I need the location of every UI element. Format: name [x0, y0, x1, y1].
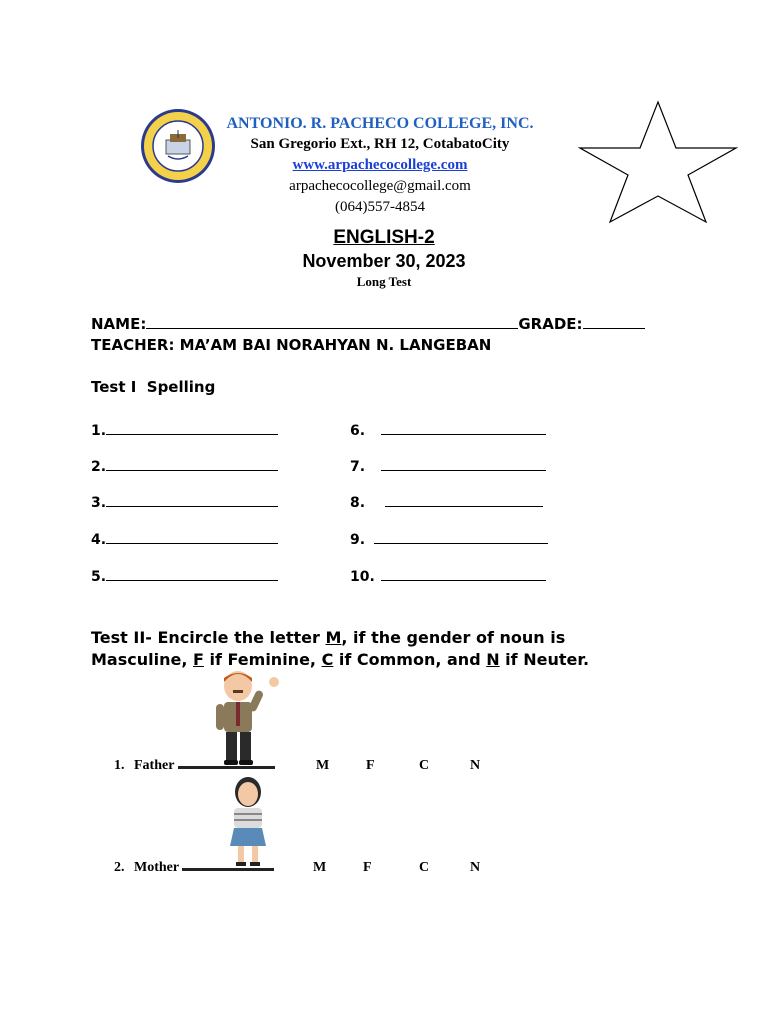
choice-f[interactable]: F: [363, 860, 372, 875]
spelling-answer-field[interactable]: [381, 420, 546, 435]
father-illustration: [200, 668, 290, 768]
college-website-link[interactable]: www.arpachecocollege.com: [292, 157, 468, 173]
college-name: ANTONIO. R. PACHECO COLLEGE, INC.: [226, 115, 534, 132]
college-address: San Gregorio Ext., RH 12, CotabatoCity: [250, 136, 510, 152]
test1-title: Test I Spelling: [91, 378, 216, 396]
exam-type: Long Test: [356, 274, 412, 289]
spelling-answer-field[interactable]: [106, 420, 278, 435]
test2-instructions: Test II- Encircle the letter M, if the gender of noun is Masculine, F if Feminine, C if Common, and N if Neuter.: [91, 628, 590, 669]
spelling-item: 9.: [350, 529, 548, 548]
grade-label: GRADE:: [518, 315, 583, 333]
spelling-answer-field[interactable]: [381, 456, 546, 471]
spelling-answer-field[interactable]: [106, 566, 278, 581]
star-icon: [578, 100, 738, 225]
choice-f[interactable]: F: [366, 758, 375, 773]
question-word: Father: [134, 758, 175, 773]
teacher-line: TEACHER: MA’AM BAI NORAHYAN N. LANGEBAN: [91, 336, 492, 354]
spelling-answer-field[interactable]: [381, 566, 546, 581]
mother-illustration: [220, 774, 280, 869]
spelling-item: 2.: [91, 456, 278, 475]
spelling-answer-field[interactable]: [106, 456, 278, 471]
name-grade-line: [91, 314, 645, 333]
gender-question-row: 1. Father: [114, 758, 275, 774]
spelling-answer-field[interactable]: [106, 529, 278, 544]
spelling-item: 5.: [91, 566, 278, 585]
spelling-item: 8.: [350, 492, 543, 511]
college-header: [200, 113, 560, 218]
spelling-item: 7.: [350, 456, 546, 475]
spelling-answer-field[interactable]: [106, 492, 278, 507]
spelling-item: 1.: [91, 420, 278, 439]
choice-n[interactable]: N: [470, 860, 481, 875]
spelling-item: 10.: [350, 566, 546, 585]
choice-n[interactable]: N: [470, 758, 481, 773]
exam-subject: ENGLISH-2: [333, 227, 435, 248]
exam-date: November 30, 2023: [302, 251, 466, 271]
spelling-item: 4.: [91, 529, 278, 548]
gender-question-row: 2. Mother: [114, 860, 274, 876]
question-word: Mother: [134, 860, 179, 875]
college-phone: (064)557-4854: [335, 199, 425, 215]
choice-m[interactable]: M: [313, 860, 327, 875]
spelling-item: 3.: [91, 492, 278, 511]
spelling-answer-field[interactable]: [385, 492, 543, 507]
name-label: NAME:: [91, 315, 147, 333]
choice-c[interactable]: C: [419, 758, 430, 773]
name-field[interactable]: [146, 314, 518, 329]
spelling-item: 6.: [350, 420, 546, 439]
choice-c[interactable]: C: [419, 860, 430, 875]
choice-m[interactable]: M: [316, 758, 330, 773]
grade-field[interactable]: [583, 314, 645, 329]
spelling-answer-field[interactable]: [374, 529, 548, 544]
college-email: arpachecocollege@gmail.com: [289, 178, 471, 194]
